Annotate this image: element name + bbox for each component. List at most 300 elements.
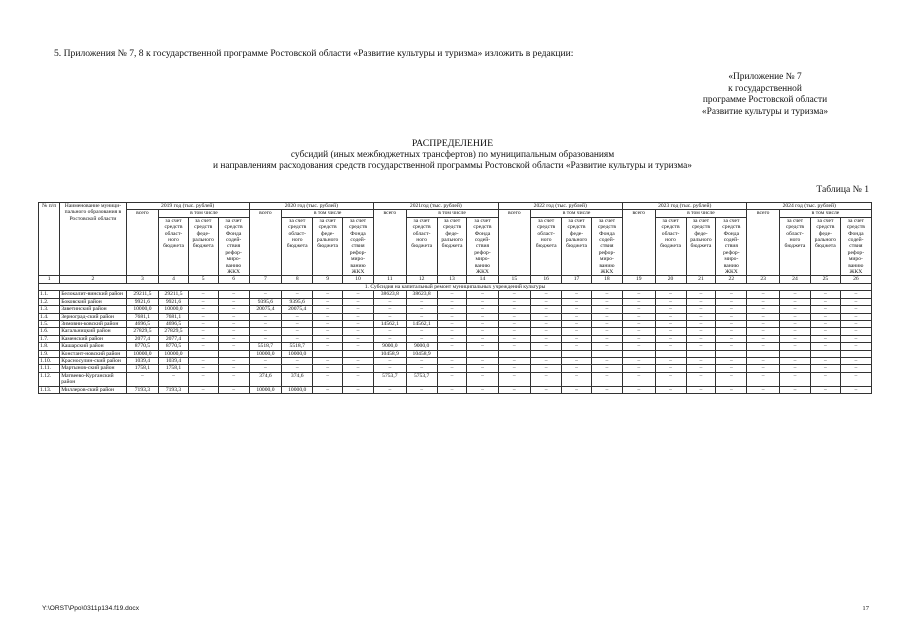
value-cell: – — [716, 313, 747, 320]
value-cell: 7681,1 — [126, 313, 159, 320]
column-number: 22 — [716, 276, 747, 283]
header-text-line: област- — [661, 230, 680, 237]
value-cell — [779, 350, 810, 357]
value-cell: – — [342, 343, 373, 350]
value-cell: – — [622, 372, 655, 386]
value-cell: – — [188, 306, 218, 313]
value-cell: – — [622, 328, 655, 335]
value-cell: – — [498, 343, 531, 350]
header-text-line: ного — [789, 237, 801, 244]
header-municipality: Наименование муници-пального образования в Ростовской области — [60, 203, 126, 276]
header-text-line: област- — [786, 230, 804, 237]
row-number: 1.6. — [39, 328, 60, 335]
row-municipality: Мартынов-ский район — [60, 365, 126, 372]
value-cell: – — [467, 320, 498, 327]
value-cell: – — [467, 328, 498, 335]
value-cell: – — [716, 372, 747, 386]
header-text-line: рефор- — [225, 249, 242, 256]
value-cell: – — [840, 291, 871, 298]
header-text-line: средств — [846, 224, 865, 231]
value-cell: 10000,0 — [282, 350, 313, 357]
value-cell: – — [655, 343, 686, 350]
value-cell: – — [716, 365, 747, 372]
column-number: 1 — [39, 276, 60, 283]
value-cell: – — [811, 328, 841, 335]
value-cell: – — [686, 291, 716, 298]
value-cell: – — [811, 320, 841, 327]
value-cell: – — [655, 298, 686, 305]
header-text-line: ЖКХ — [849, 269, 863, 276]
value-cell: – — [811, 291, 841, 298]
value-cell: – — [498, 313, 531, 320]
value-cell: – — [437, 298, 467, 305]
value-cell: 38623,8 — [406, 291, 437, 298]
header-housing-fund — [342, 217, 373, 276]
value-cell: – — [562, 298, 592, 305]
value-cell: – — [562, 291, 592, 298]
header-text-line: средств — [164, 224, 183, 231]
header-year: 2024 год (тыс. рублей) — [747, 203, 872, 210]
header-total: всего — [249, 210, 282, 276]
column-number: 6 — [218, 276, 249, 283]
value-cell: – — [686, 313, 716, 320]
header-total: всего — [374, 210, 407, 276]
value-cell: – — [655, 372, 686, 386]
row-municipality: Заветинский район — [60, 306, 126, 313]
value-cell: – — [562, 357, 592, 364]
table-row — [39, 320, 872, 327]
value-cell: – — [218, 372, 249, 386]
value-cell: – — [747, 386, 780, 393]
row-municipality: Матвеево-Курганский район — [60, 372, 126, 386]
section-heading: 1. Субсидия на капитальный ремонт муниципальных учреждений культуры — [39, 283, 872, 290]
value-cell: – — [531, 343, 562, 350]
value-cell: – — [622, 335, 655, 342]
header-text-line: за счет — [474, 217, 491, 224]
value-cell: – — [779, 298, 810, 305]
value-cell: 27829,5 — [126, 328, 159, 335]
header-text-line: Фонда — [599, 230, 615, 237]
value-cell: – — [622, 291, 655, 298]
value-cell: – — [811, 313, 841, 320]
header-text-line: средств — [442, 224, 462, 231]
value-cell: – — [686, 328, 716, 335]
value-cell: – — [218, 298, 249, 305]
header-text-line: ванию — [225, 262, 242, 269]
value-cell: – — [716, 291, 747, 298]
header-text-line: за счет — [723, 217, 740, 224]
header-text-line: Фонда — [474, 230, 491, 237]
value-cell — [747, 350, 780, 357]
value-cell: – — [779, 372, 810, 386]
value-cell: 20075,4 — [282, 306, 313, 313]
header-text-line: феде- — [818, 230, 832, 237]
value-cell: – — [313, 328, 343, 335]
value-cell: – — [218, 328, 249, 335]
table-row — [39, 372, 872, 386]
value-cell: – — [437, 291, 467, 298]
value-cell: – — [437, 313, 467, 320]
value-cell: – — [218, 386, 249, 393]
value-cell: – — [562, 386, 592, 393]
header-text-line: Фонда — [723, 230, 740, 237]
value-cell: – — [655, 335, 686, 342]
appendix-caption — [665, 72, 865, 118]
value-cell: – — [591, 298, 622, 305]
header-federal-budget — [811, 217, 841, 276]
header-housing-fund — [716, 217, 747, 276]
column-number: 8 — [282, 276, 313, 283]
value-cell: – — [313, 365, 343, 372]
header-text-line: за счет — [568, 217, 585, 224]
value-cell: – — [531, 291, 562, 298]
value-cell: – — [779, 335, 810, 342]
value-cell — [313, 350, 343, 357]
value-cell: – — [716, 343, 747, 350]
header-text-line: феде- — [321, 230, 335, 237]
value-cell: – — [562, 372, 592, 386]
value-cell: 29211,5 — [126, 291, 159, 298]
value-cell: – — [716, 328, 747, 335]
header-text-line: за счет — [165, 217, 182, 224]
header-text-line: бюджета — [814, 243, 836, 250]
value-cell: – — [591, 313, 622, 320]
value-cell: – — [188, 386, 218, 393]
value-cell: – — [374, 298, 407, 305]
header-federal-budget — [188, 217, 218, 276]
value-cell: – — [467, 335, 498, 342]
header-text-line: средств — [194, 224, 213, 231]
header-year: 2022 год (тыс. рублей) — [498, 203, 622, 210]
value-cell: – — [498, 386, 531, 393]
header-text-line: средств — [785, 224, 805, 231]
header-text-line: миро- — [599, 256, 614, 263]
column-number: 13 — [437, 276, 467, 283]
header-text-line: за счет — [692, 217, 710, 224]
header-text-line: ного — [665, 237, 676, 244]
value-cell — [811, 350, 841, 357]
header-text-line: рефор- — [349, 249, 367, 256]
value-cell: – — [840, 306, 871, 313]
value-cell: – — [406, 357, 437, 364]
value-cell: – — [498, 357, 531, 364]
value-cell: – — [188, 357, 218, 364]
row-municipality: Миллеров-ский район — [60, 386, 126, 393]
value-cell: – — [188, 320, 218, 327]
header-text-line: средств — [224, 224, 243, 231]
value-cell: 5753,7 — [406, 372, 437, 386]
header-text-line: миро- — [724, 256, 739, 263]
column-number: 7 — [249, 276, 282, 283]
header-text-line: рефор- — [598, 249, 616, 256]
row-number: 1.10. — [39, 357, 60, 364]
header-text-line: за счет — [195, 217, 212, 224]
value-cell: – — [591, 386, 622, 393]
value-cell: – — [406, 306, 437, 313]
value-cell: – — [779, 386, 810, 393]
column-number: 24 — [779, 276, 810, 283]
header-text-line: бюджета — [784, 243, 806, 250]
value-cell: – — [686, 306, 716, 313]
value-cell: – — [531, 306, 562, 313]
value-cell: – — [811, 298, 841, 305]
row-municipality: Боковский район — [60, 298, 126, 305]
value-cell: – — [779, 291, 810, 298]
value-cell: – — [655, 320, 686, 327]
value-cell: – — [779, 365, 810, 372]
header-housing-fund — [591, 217, 622, 276]
value-cell: – — [249, 328, 282, 335]
header-text-line: рального — [441, 237, 463, 244]
value-cell: – — [374, 386, 407, 393]
header-text-line: бюджета — [535, 243, 557, 250]
value-cell: – — [811, 335, 841, 342]
header-text-line: средств — [816, 224, 835, 231]
header-including: в том числе — [282, 210, 374, 217]
column-number: 3 — [126, 276, 159, 283]
header-including: в том числе — [406, 210, 498, 217]
header-text-line: бюджета — [317, 243, 339, 250]
value-cell: – — [126, 372, 159, 386]
row-number: 1.8. — [39, 343, 60, 350]
header-text-line: област- — [164, 230, 183, 237]
value-cell: – — [437, 357, 467, 364]
row-number: 1.4. — [39, 313, 60, 320]
value-cell: – — [562, 365, 592, 372]
column-number: 23 — [747, 276, 780, 283]
value-cell: – — [811, 357, 841, 364]
value-cell: – — [188, 343, 218, 350]
value-cell — [562, 350, 592, 357]
value-cell: – — [779, 320, 810, 327]
value-cell: – — [467, 365, 498, 372]
value-cell: 9000,0 — [406, 343, 437, 350]
value-cell: – — [498, 328, 531, 335]
table-row — [39, 357, 872, 364]
value-cell: – — [747, 313, 780, 320]
value-cell: – — [531, 320, 562, 327]
value-cell: – — [747, 328, 780, 335]
header-text-line: ствия — [475, 243, 490, 250]
value-cell: – — [313, 313, 343, 320]
value-cell: 2077,4 — [159, 335, 189, 342]
value-cell: – — [655, 357, 686, 364]
value-cell: – — [342, 320, 373, 327]
value-cell: – — [437, 320, 467, 327]
value-cell: – — [342, 357, 373, 364]
header-text-line: Фонда — [848, 230, 864, 237]
value-cell: – — [686, 372, 716, 386]
column-number: 21 — [686, 276, 716, 283]
value-cell: – — [342, 306, 373, 313]
value-cell: – — [747, 372, 780, 386]
header-text-line: бюджета — [566, 243, 587, 250]
value-cell: 10458,9 — [406, 350, 437, 357]
row-number: 1.1. — [39, 291, 60, 298]
value-cell: – — [840, 313, 871, 320]
value-cell: – — [498, 365, 531, 372]
value-cell: – — [779, 357, 810, 364]
row-number: 1.11. — [39, 365, 60, 372]
header-text-line: ного — [168, 237, 179, 244]
value-cell: 5518,7 — [249, 343, 282, 350]
value-cell: – — [562, 313, 592, 320]
header-including: в том числе — [655, 210, 747, 217]
row-number: 1.12. — [39, 372, 60, 386]
column-number: 15 — [498, 276, 531, 283]
value-cell: – — [406, 386, 437, 393]
value-cell: 14562,1 — [374, 320, 407, 327]
row-municipality: Зимовни-ковский район — [60, 320, 126, 327]
header-text-line: за счет — [225, 217, 242, 224]
value-cell — [437, 350, 467, 357]
header-federal-budget — [562, 217, 592, 276]
header-text-line: рального — [565, 237, 588, 244]
header-text-line: содей- — [848, 237, 864, 244]
value-cell: – — [467, 313, 498, 320]
header-text-line: содей- — [723, 237, 739, 244]
value-cell: – — [840, 357, 871, 364]
footer-file-path: Y:\ORST\Ppo\0311p134.f19.docx — [42, 605, 140, 612]
header-text-line: содей- — [225, 237, 242, 244]
value-cell: – — [498, 320, 531, 327]
header-text-line: феде- — [694, 230, 708, 237]
value-cell: 10000,0 — [249, 386, 282, 393]
header-regional-budget — [159, 217, 189, 276]
header-text-line: ствия — [600, 243, 614, 250]
header-total: всего — [747, 210, 780, 276]
value-cell: – — [313, 306, 343, 313]
value-cell: – — [467, 306, 498, 313]
value-cell: – — [437, 386, 467, 393]
value-cell: – — [747, 365, 780, 372]
value-cell: – — [622, 386, 655, 393]
header-text-line: ванию — [350, 262, 366, 269]
header-text-line: рального — [690, 237, 712, 244]
value-cell: – — [747, 335, 780, 342]
value-cell: – — [531, 386, 562, 393]
value-cell: – — [437, 328, 467, 335]
value-cell: – — [467, 386, 498, 393]
value-cell: 29211,5 — [159, 291, 189, 298]
header-text-line: област- — [288, 230, 307, 237]
value-cell: – — [686, 298, 716, 305]
value-cell: – — [188, 291, 218, 298]
value-cell: – — [218, 357, 249, 364]
table-row — [39, 291, 872, 298]
value-cell: – — [655, 365, 686, 372]
value-cell: – — [498, 372, 531, 386]
value-cell: – — [218, 306, 249, 313]
column-number: 14 — [467, 276, 498, 283]
value-cell: 14562,1 — [406, 320, 437, 327]
value-cell: – — [562, 306, 592, 313]
row-municipality: Белокалит-винский район — [60, 291, 126, 298]
header-text-line: за счет — [319, 217, 336, 224]
value-cell: – — [406, 335, 437, 342]
value-cell: – — [655, 386, 686, 393]
value-cell: – — [374, 335, 407, 342]
value-cell: – — [686, 386, 716, 393]
table-row — [39, 350, 872, 357]
value-cell: – — [779, 328, 810, 335]
value-cell: – — [406, 365, 437, 372]
appendix-line: к государственной — [728, 83, 802, 94]
value-cell: – — [622, 298, 655, 305]
value-cell: – — [498, 291, 531, 298]
value-cell: – — [840, 372, 871, 386]
value-cell: – — [655, 291, 686, 298]
value-cell: – — [591, 357, 622, 364]
header-federal-budget — [313, 217, 343, 276]
value-cell: – — [374, 328, 407, 335]
value-cell: – — [811, 343, 841, 350]
value-cell: – — [716, 320, 747, 327]
table-label: Таблица № 1 — [816, 184, 869, 195]
header-regional-budget — [531, 217, 562, 276]
value-cell: 5753,7 — [374, 372, 407, 386]
header-text-line: средств — [537, 224, 556, 231]
value-cell: – — [313, 343, 343, 350]
table-row — [39, 328, 872, 335]
value-cell: – — [218, 320, 249, 327]
appendix-line: «Развитие культуры и туризма» — [701, 106, 829, 117]
header-text-line: ствия — [227, 243, 241, 250]
header-text-line: за счет — [443, 217, 461, 224]
value-cell: – — [374, 357, 407, 364]
header-including: в том числе — [159, 210, 249, 217]
header-regional-budget — [779, 217, 810, 276]
value-cell: – — [374, 306, 407, 313]
value-cell: – — [716, 306, 747, 313]
header-text-line: ного — [416, 237, 428, 244]
table-row — [39, 343, 872, 350]
value-cell: – — [342, 328, 373, 335]
value-cell: – — [218, 313, 249, 320]
value-cell: – — [747, 306, 780, 313]
value-cell: – — [840, 298, 871, 305]
value-cell: – — [562, 343, 592, 350]
column-number: 17 — [562, 276, 592, 283]
value-cell: – — [159, 372, 189, 386]
value-cell — [591, 350, 622, 357]
header-text-line: бюджета — [441, 243, 463, 250]
header-text-line: бюджета — [163, 243, 184, 250]
value-cell: – — [313, 320, 343, 327]
value-cell: – — [747, 320, 780, 327]
header-text-line: феде- — [445, 230, 459, 237]
value-cell: – — [467, 343, 498, 350]
value-cell: – — [467, 298, 498, 305]
header-text-line: ЖКХ — [724, 269, 738, 276]
row-number: 1.13. — [39, 386, 60, 393]
row-municipality: Каменский район — [60, 335, 126, 342]
header-text-line: миро- — [475, 256, 490, 263]
value-cell: – — [498, 306, 531, 313]
value-cell: – — [779, 306, 810, 313]
header-text-line: средств — [691, 224, 710, 231]
value-cell: – — [716, 357, 747, 364]
value-cell: – — [686, 357, 716, 364]
value-cell: – — [342, 365, 373, 372]
value-cell: – — [531, 335, 562, 342]
column-number: 5 — [188, 276, 218, 283]
value-cell: – — [531, 365, 562, 372]
value-cell: – — [655, 313, 686, 320]
title-line-2: субсидий (иных межбюджетных трансфертов) по муниципальным образованиям — [290, 149, 615, 160]
value-cell: – — [622, 365, 655, 372]
header-text-line: ЖКХ — [476, 269, 489, 276]
